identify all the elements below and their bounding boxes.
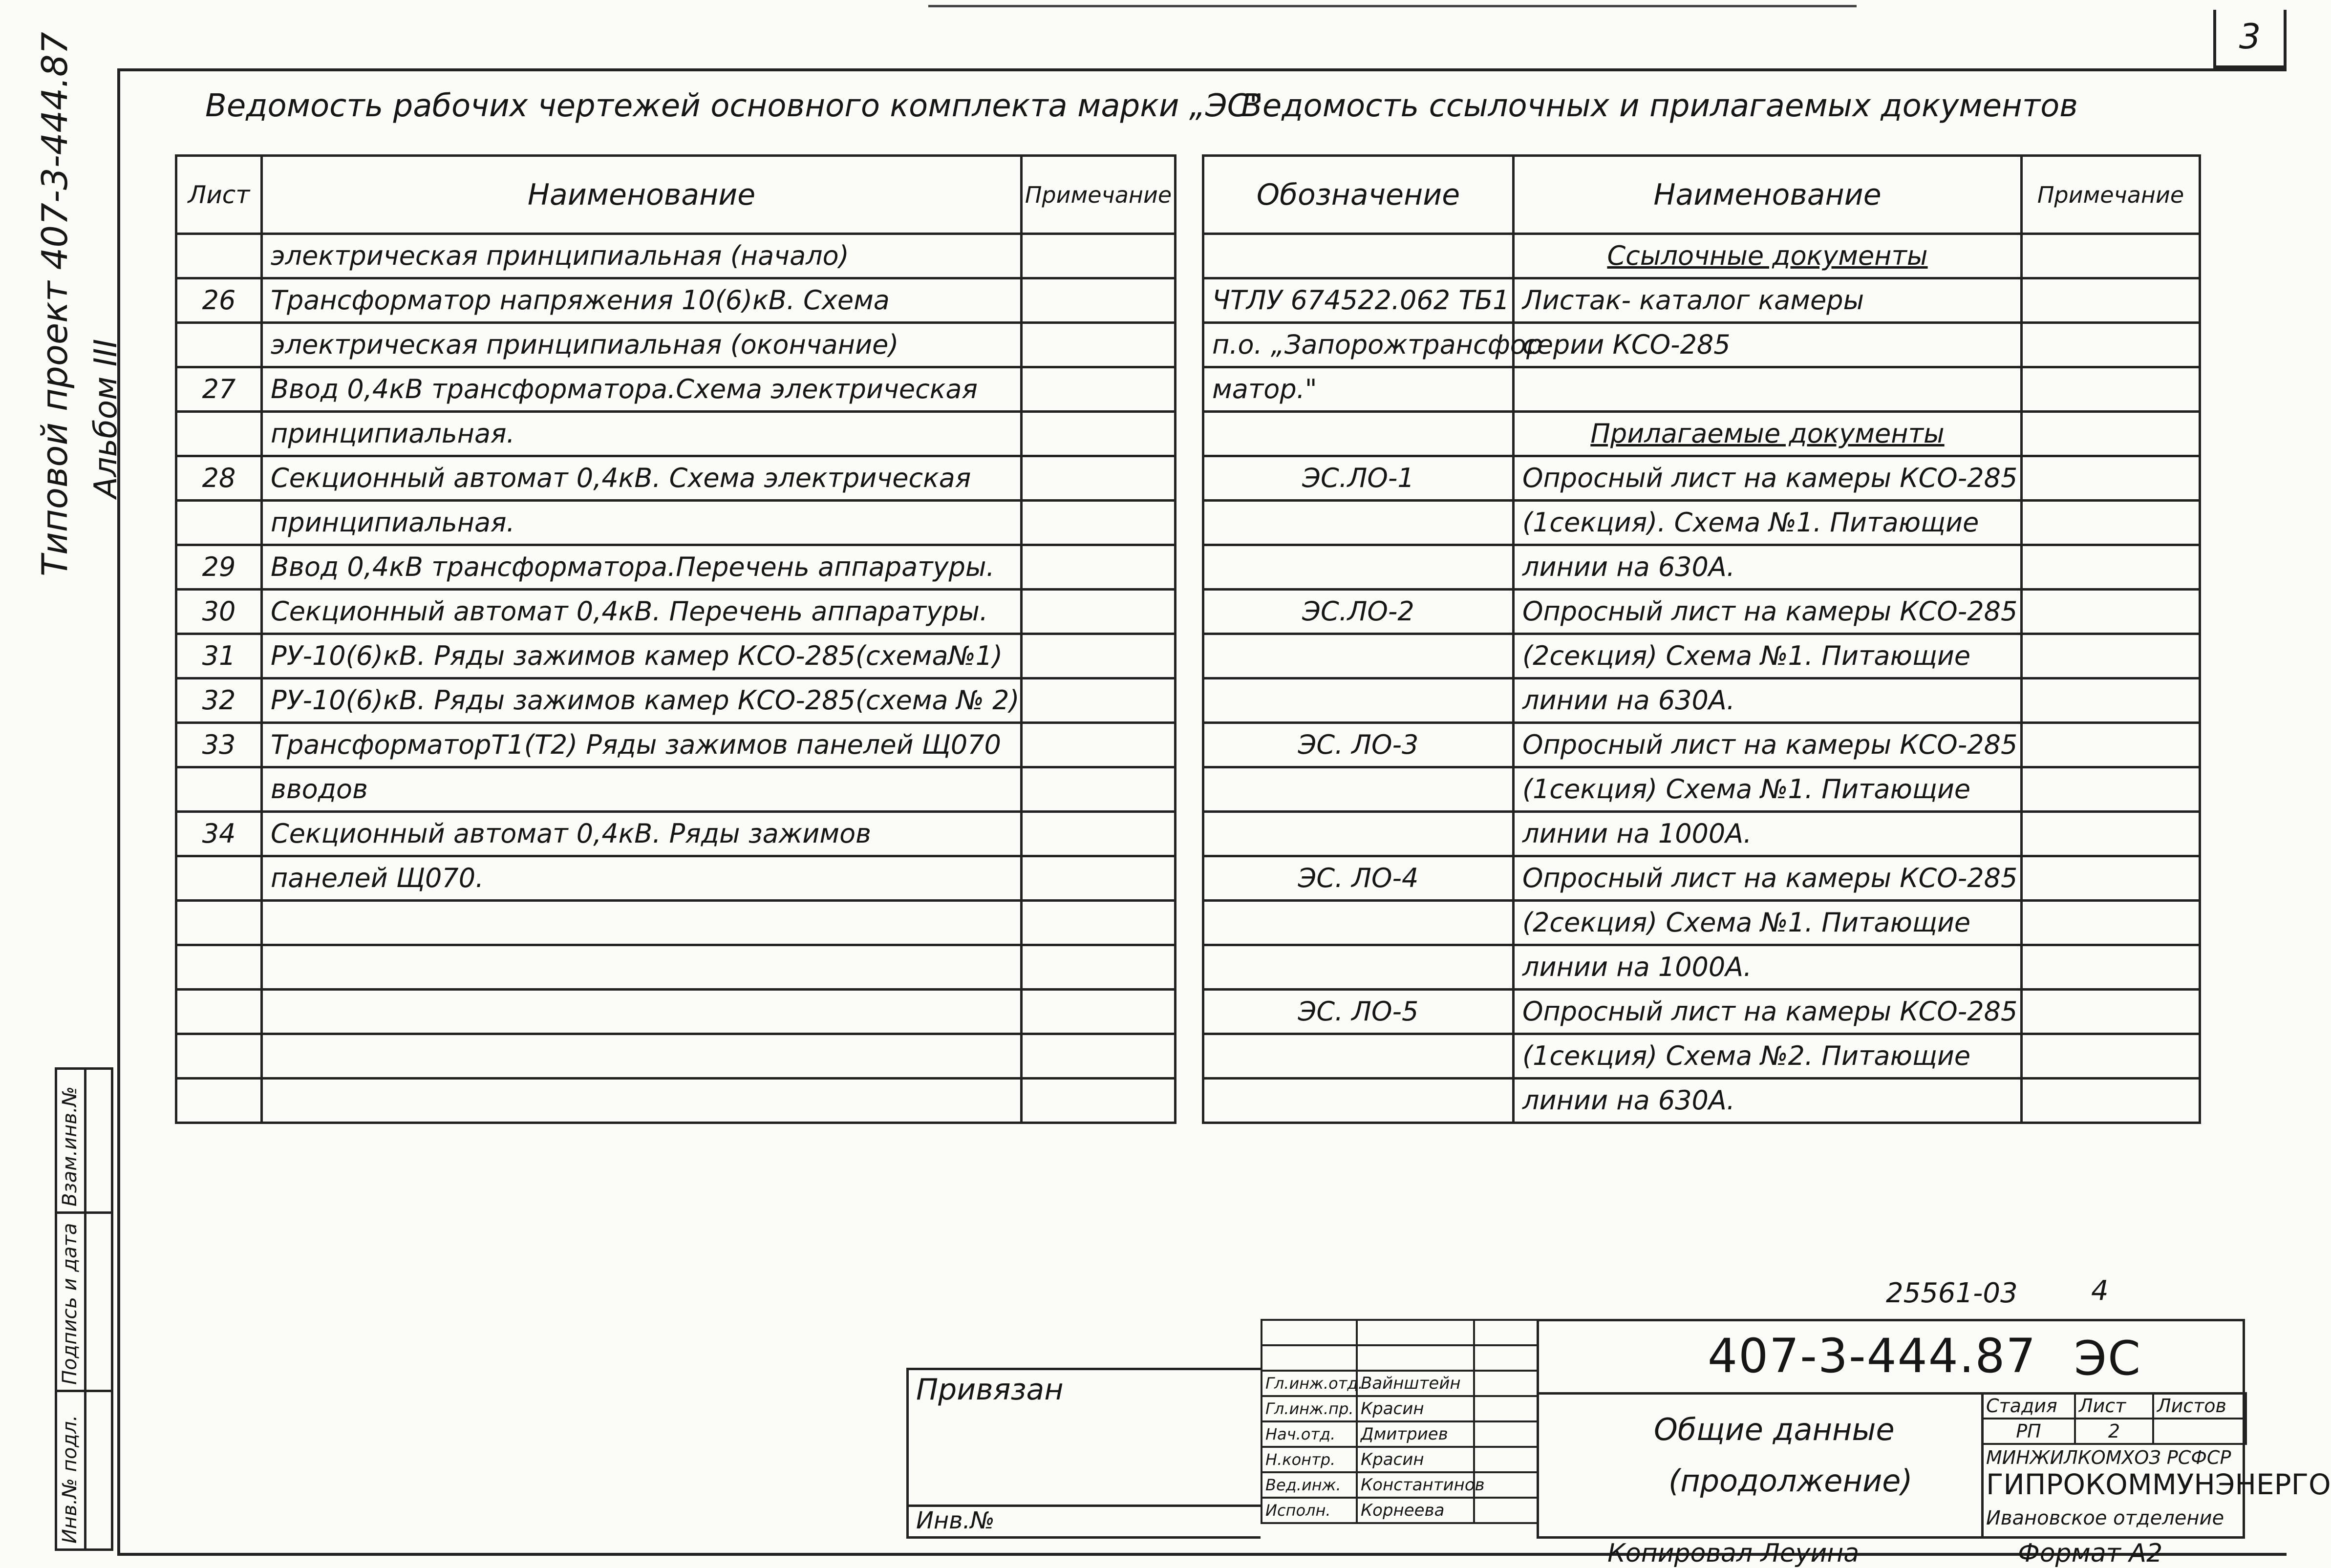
name-cell (262, 901, 1022, 945)
table-row (176, 367, 1176, 412)
archive-number: 25561-03 (1886, 1277, 2018, 1309)
signature-row (1262, 1396, 1538, 1421)
signature-blank-row (1262, 1320, 1538, 1345)
sheet-cell (176, 412, 262, 456)
role-cell: Вед.инж. (1262, 1472, 1357, 1498)
designation: 407-3-444.87 (1708, 1329, 2037, 1383)
sheet-cell (176, 501, 262, 545)
sheet-cell (176, 945, 262, 990)
note-cell (2022, 1079, 2200, 1123)
name-cell: Опросный лист на камеры КСО-285 (1514, 723, 2022, 767)
note-cell (2022, 856, 2200, 901)
name-cell: Опросный лист на камеры КСО-285 (1514, 856, 2022, 901)
role-cell: Н.контр. (1262, 1447, 1357, 1472)
name-cell: Секционный автомат 0,4кВ. Ряды зажимов (262, 812, 1022, 856)
name-cell: линии на 1000А. (1514, 812, 2022, 856)
name-cell (262, 1079, 1022, 1123)
table-row (1203, 856, 2200, 901)
table-row (176, 812, 1176, 856)
blank-cell (1357, 1320, 1474, 1345)
note-cell (2022, 278, 2200, 323)
table-row (1203, 634, 2200, 678)
name-cell: линии на 630А. (1514, 545, 2022, 590)
signature-blank-row (1262, 1345, 1538, 1371)
blank-cell (1262, 1345, 1357, 1371)
name-cell: панелей Щ070. (262, 856, 1022, 901)
mark: ЭС (2074, 1331, 2142, 1386)
table-row (176, 323, 1176, 367)
code-cell: матор." (1203, 367, 1514, 412)
header-note: Примечание (1022, 156, 1176, 234)
name-cell: электрическая принципиальная (окончание) (262, 323, 1022, 367)
note-cell (1022, 945, 1176, 990)
name-cell: серии КСО-285 (1514, 323, 2022, 367)
sheet-label: Лист (2075, 1393, 2153, 1419)
note-cell (2022, 323, 2200, 367)
doc-title-2: (продолжение) (1668, 1463, 1913, 1499)
table-row (176, 723, 1176, 767)
title-block (906, 1319, 2331, 1539)
side-stamp-replace: Взам.инв.№ (59, 1086, 81, 1207)
table-row (1203, 590, 2200, 634)
table-row (1203, 501, 2200, 545)
name-cell: вводов (262, 767, 1022, 812)
table-row (176, 234, 1176, 278)
org-line-2: ГИПРОКОММУНЭНЕРГО (1986, 1468, 2331, 1501)
sheet-cell: 34 (176, 812, 262, 856)
table-row (1203, 945, 2200, 990)
note-cell (2022, 367, 2200, 412)
name-cell: линии на 630А. (1514, 1079, 2022, 1123)
name-cell: (2секция) Схема №1. Питающие (1514, 634, 2022, 678)
sheet-value: 2 (2075, 1419, 2153, 1444)
paper-format: Формат А2 (2018, 1539, 2163, 1568)
table-row (176, 1034, 1176, 1079)
table-row (1203, 234, 2200, 278)
sheet-cell (176, 856, 262, 901)
signature-row (1262, 1498, 1538, 1523)
table-row (176, 856, 1176, 901)
note-cell (1022, 812, 1176, 856)
name-cell: Опросный лист на камеры КСО-285 (1514, 456, 2022, 501)
left-table-title: Ведомость рабочих чертежей основного комплекта марки „ЭС" (205, 88, 1263, 124)
table-row (1203, 901, 2200, 945)
archive-page: 4 (2091, 1275, 2109, 1307)
note-cell (2022, 1034, 2200, 1079)
sheet-number: 3 (2213, 10, 2287, 68)
note-cell (1022, 234, 1176, 278)
name-cell: линии на 630А. (1514, 678, 2022, 723)
album-side-label: Альбом III (88, 339, 124, 498)
note-cell (2022, 767, 2200, 812)
table-row (1203, 1079, 2200, 1123)
name-cell (262, 945, 1022, 990)
name-cell: Ввод 0,4кВ трансформатора.Перечень аппаратуры. (262, 545, 1022, 590)
note-cell (1022, 412, 1176, 456)
table-row (1203, 545, 2200, 590)
table-row (1203, 1034, 2200, 1079)
name-cell (262, 990, 1022, 1034)
name-cell: РУ-10(6)кВ. Ряды зажимов камер КСО-285(схема№1) (262, 634, 1022, 678)
code-cell: ЭС. ЛО-5 (1203, 990, 1514, 1034)
note-cell (1022, 634, 1176, 678)
person-name-cell: Вайнштейн (1357, 1371, 1474, 1396)
left-drawing-list-table (175, 154, 1176, 1124)
note-cell (1022, 856, 1176, 901)
sheets-label: Листов (2153, 1393, 2246, 1419)
note-cell (2022, 812, 2200, 856)
name-cell: (1секция). Схема №1. Питающие (1514, 501, 2022, 545)
sheet-cell: 27 (176, 367, 262, 412)
table-row (176, 412, 1176, 456)
code-cell (1203, 634, 1514, 678)
note-cell (1022, 323, 1176, 367)
sheet-cell (176, 901, 262, 945)
person-name-cell: Дмитриев (1357, 1421, 1474, 1447)
name-cell: Трансформатор напряжения 10(6)кВ. Схема (262, 278, 1022, 323)
table-row (1203, 278, 2200, 323)
sheets-value (2153, 1419, 2246, 1444)
table-row (176, 945, 1176, 990)
note-cell (1022, 1034, 1176, 1079)
code-cell (1203, 767, 1514, 812)
org-line-3: Ивановское отделение (1986, 1507, 2224, 1529)
table-row (1203, 678, 2200, 723)
name-cell (262, 1034, 1022, 1079)
table-row (1203, 367, 2200, 412)
signature-row (1262, 1421, 1538, 1447)
sheet-cell: 26 (176, 278, 262, 323)
code-cell: ЭС. ЛО-3 (1203, 723, 1514, 767)
table-row (1203, 767, 2200, 812)
code-cell (1203, 412, 1514, 456)
table-row (176, 634, 1176, 678)
table-row (1203, 723, 2200, 767)
note-cell (1022, 1079, 1176, 1123)
signature-cell (1474, 1421, 1538, 1447)
table-row (176, 590, 1176, 634)
name-cell: Прилагаемые документы (1514, 412, 2022, 456)
note-cell (1022, 723, 1176, 767)
person-name-cell: Красин (1357, 1447, 1474, 1472)
side-stamp-sign: Подпись и дата (59, 1223, 81, 1385)
right-document-list-table (1202, 154, 2201, 1124)
stage-table (1981, 1392, 2247, 1445)
person-name-cell: Константинов (1357, 1472, 1474, 1498)
signature-row (1262, 1447, 1538, 1472)
person-name-cell: Корнеева (1357, 1498, 1474, 1523)
code-cell (1203, 501, 1514, 545)
name-cell: (2секция) Схема №1. Питающие (1514, 901, 2022, 945)
signature-cell (1474, 1447, 1538, 1472)
table-row (1203, 812, 2200, 856)
stage-label: Стадия (1982, 1393, 2075, 1419)
name-cell: ТрансформаторТ1(Т2) Ряды зажимов панелей Щ070 (262, 723, 1022, 767)
right-table-title: Ведомость ссылочных и прилагаемых документов (1241, 88, 2078, 124)
code-cell (1203, 945, 1514, 990)
project-side-label: Типовой проект 407-3-444.87 (34, 32, 75, 576)
signature-cell (1474, 1498, 1538, 1523)
sheet-cell: 29 (176, 545, 262, 590)
table-row (1203, 990, 2200, 1034)
sheet-cell (176, 767, 262, 812)
signature-row (1262, 1472, 1538, 1498)
note-cell (1022, 767, 1176, 812)
table-row (176, 1079, 1176, 1123)
name-cell: Секционный автомат 0,4кВ. Перечень аппаратуры. (262, 590, 1022, 634)
note-cell (1022, 545, 1176, 590)
name-cell: Секционный автомат 0,4кВ. Схема электрическая (262, 456, 1022, 501)
sheet-cell: 33 (176, 723, 262, 767)
note-cell (2022, 501, 2200, 545)
blank-cell (1357, 1345, 1474, 1371)
name-cell (1514, 367, 2022, 412)
header-sheet: Лист (176, 156, 262, 234)
table-row (1203, 412, 2200, 456)
note-cell (1022, 278, 1176, 323)
role-cell: Нач.отд. (1262, 1421, 1357, 1447)
sheet-cell (176, 234, 262, 278)
note-cell (2022, 990, 2200, 1034)
note-cell (1022, 678, 1176, 723)
doc-title-1: Общие данные (1654, 1412, 1895, 1447)
name-cell: Опросный лист на камеры КСО-285 (1514, 590, 2022, 634)
side-stamp-div3 (84, 1067, 86, 1551)
code-cell (1203, 234, 1514, 278)
note-cell (2022, 723, 2200, 767)
name-cell: Ввод 0,4кВ трансформатора.Схема электрическая (262, 367, 1022, 412)
sheet-cell (176, 990, 262, 1034)
sheet-cell (176, 323, 262, 367)
signature-cell (1474, 1396, 1538, 1421)
blank-cell (1262, 1320, 1357, 1345)
note-cell (2022, 590, 2200, 634)
table-row (176, 901, 1176, 945)
header-name: Наименование (1514, 156, 2022, 234)
code-cell (1203, 1079, 1514, 1123)
copied-by: Копировал Леуина (1607, 1539, 1860, 1568)
top-edge-line (928, 0, 1857, 7)
note-cell (2022, 678, 2200, 723)
sheet-cell: 31 (176, 634, 262, 678)
blank-cell (1474, 1345, 1538, 1371)
left-table-header (176, 156, 1176, 234)
code-cell: ЭС. ЛО-4 (1203, 856, 1514, 901)
signature-row (1262, 1371, 1538, 1396)
name-cell: РУ-10(6)кВ. Ряды зажимов камер КСО-285(схема № 2) (262, 678, 1022, 723)
inv-number-label: Инв.№ (916, 1507, 995, 1534)
code-cell (1203, 678, 1514, 723)
side-stamp-inv: Инв.№ подл. (59, 1415, 81, 1544)
note-cell (1022, 990, 1176, 1034)
table-row (1203, 456, 2200, 501)
code-cell: ЧТЛУ 674522.062 ТБ1 (1203, 278, 1514, 323)
sheet-cell: 28 (176, 456, 262, 501)
name-cell: электрическая принципиальная (начало) (262, 234, 1022, 278)
name-cell: принципиальная. (262, 412, 1022, 456)
note-cell (2022, 634, 2200, 678)
table-row (176, 767, 1176, 812)
header-note: Примечание (2022, 156, 2200, 234)
code-cell (1203, 1034, 1514, 1079)
right-table-header (1203, 156, 2200, 234)
role-cell: Исполн. (1262, 1498, 1357, 1523)
header-code: Обозначение (1203, 156, 1514, 234)
stage-value: РП (1982, 1419, 2075, 1444)
code-cell: ЭС.ЛО-2 (1203, 590, 1514, 634)
name-cell: Ссылочные документы (1514, 234, 2022, 278)
blank-cell (1474, 1320, 1538, 1345)
name-cell: Листак- каталог камеры (1514, 278, 2022, 323)
sheet-cell (176, 1079, 262, 1123)
signature-table (1261, 1319, 1539, 1524)
note-cell (2022, 945, 2200, 990)
note-cell (1022, 501, 1176, 545)
note-cell (2022, 901, 2200, 945)
note-cell (1022, 367, 1176, 412)
table-row (176, 545, 1176, 590)
header-name: Наименование (262, 156, 1022, 234)
note-cell (1022, 456, 1176, 501)
table-row (176, 501, 1176, 545)
code-cell (1203, 812, 1514, 856)
name-cell: (1секция) Схема №1. Питающие (1514, 767, 2022, 812)
note-cell (1022, 590, 1176, 634)
code-cell (1203, 545, 1514, 590)
role-cell: Гл.инж.пр. (1262, 1396, 1357, 1421)
table-row (176, 456, 1176, 501)
code-cell: п.о. „Запорожтрансфор (1203, 323, 1514, 367)
note-cell (2022, 412, 2200, 456)
signature-cell (1474, 1371, 1538, 1396)
note-cell (2022, 234, 2200, 278)
name-cell: Опросный лист на камеры КСО-285 (1514, 990, 2022, 1034)
person-name-cell: Красин (1357, 1396, 1474, 1421)
note-cell (1022, 901, 1176, 945)
note-cell (2022, 545, 2200, 590)
sheet-cell (176, 1034, 262, 1079)
code-cell: ЭС.ЛО-1 (1203, 456, 1514, 501)
table-row (1203, 323, 2200, 367)
role-cell: Гл.инж.отд. (1262, 1371, 1357, 1396)
sheet-cell: 32 (176, 678, 262, 723)
table-row (176, 990, 1176, 1034)
name-cell: линии на 1000А. (1514, 945, 2022, 990)
table-row (176, 278, 1176, 323)
org-line-1: МИНЖИЛКОМХОЗ РСФСР (1986, 1447, 2231, 1468)
name-cell: принципиальная. (262, 501, 1022, 545)
note-cell (2022, 456, 2200, 501)
sheet-cell: 30 (176, 590, 262, 634)
binding-label: Привязан (916, 1373, 1064, 1407)
code-cell (1203, 901, 1514, 945)
name-cell: (1секция) Схема №2. Питающие (1514, 1034, 2022, 1079)
table-row (176, 678, 1176, 723)
